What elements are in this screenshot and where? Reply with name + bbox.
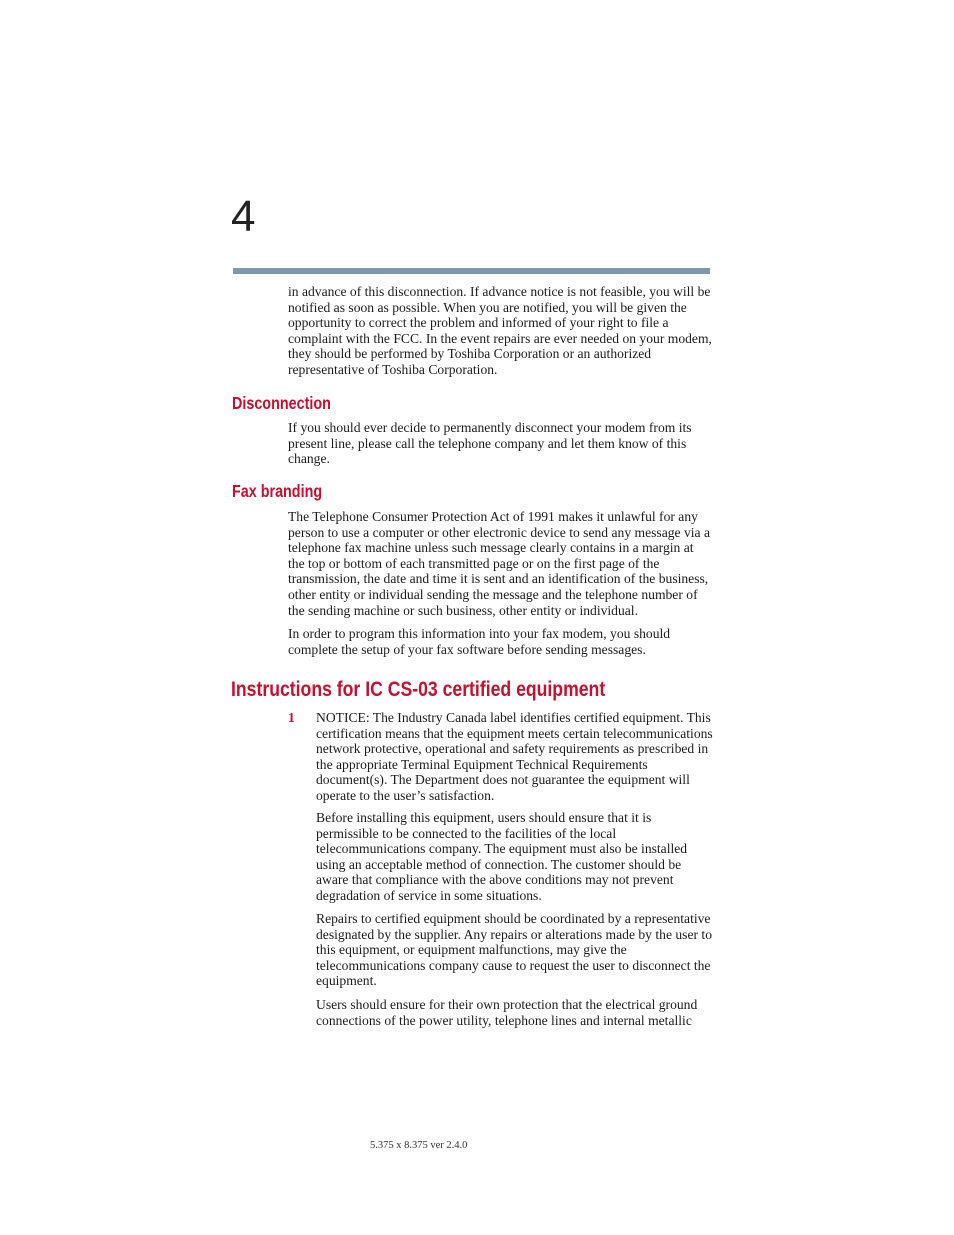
intro-paragraph: in advance of this disconnection. If advance notice is not feasible, you will be notified as soon as possible. When you are notified, you will be given the opportunity to correct the problem and informed of your right to file a complaint with the FCC. In the event repairs are ever needed on your modem, they should be performed by Toshiba Corporation or an authorized representative of Toshiba Corporation. [288,284,712,377]
footer-version: 5.375 x 8.375 ver 2.4.0 [370,1140,468,1151]
ic-section-heading: Instructions for IC CS-03 certified equipment [231,677,606,701]
header-rule [233,268,710,274]
ic-repairs-paragraph: Repairs to certified equipment should be coordinated by a representative designated by the supplier. Any repairs or alterations made by the user to this equipment, or equipment malfunctions, may give the telecommunications company cause to request the user to disconnect the equipment. [316,911,713,989]
ic-installation-paragraph: Before installing this equipment, users should ensure that it is permissible to be connected to the facilities of the local telecommunications company. The equipment must also be installed using an acceptable method of connection. The customer should be aware that compliance with the above conditions may not prevent degradation of service in some situations. [316,810,688,903]
page-number: 4 [231,192,256,241]
fax-branding-paragraph-2: In order to program this information into your fax modem, you should complete the setup of your fax software before sending messages. [288,626,671,657]
fax-branding-heading: Fax branding [232,481,323,501]
disconnection-heading: Disconnection [232,393,331,413]
disconnection-paragraph: If you should ever decide to permanently disconnect your modem from its present line, please call the telephone company and let them know of this change. [288,420,692,467]
list-item-number: 1 [288,710,295,725]
ic-grounding-paragraph: Users should ensure for their own protection that the electrical ground connections of the power utility, telephone lines and internal metallic [316,997,698,1028]
fax-branding-paragraph-1: The Telephone Consumer Protection Act of 1991 makes it unlawful for any person to use a computer or other electronic device to send any message via a telephone fax machine unless such message clearly contains in a margin at the top or bottom of each transmitted page or on the first page of the transmission, the date and time it is sent and an identification of the business, other entity or individual sending the message and the telephone number of the sending machine or such business, other entity or individual. [288,509,711,618]
ic-notice-paragraph: NOTICE: The Industry Canada label identifies certified equipment. This certification means that the equipment meets certain telecommunications network protective, operational and safety requirements as prescribed in the appropriate Terminal Equipment Technical Requirements document(s). The Department does not guarantee the equipment will operate to the user’s satisfaction. [316,710,713,803]
